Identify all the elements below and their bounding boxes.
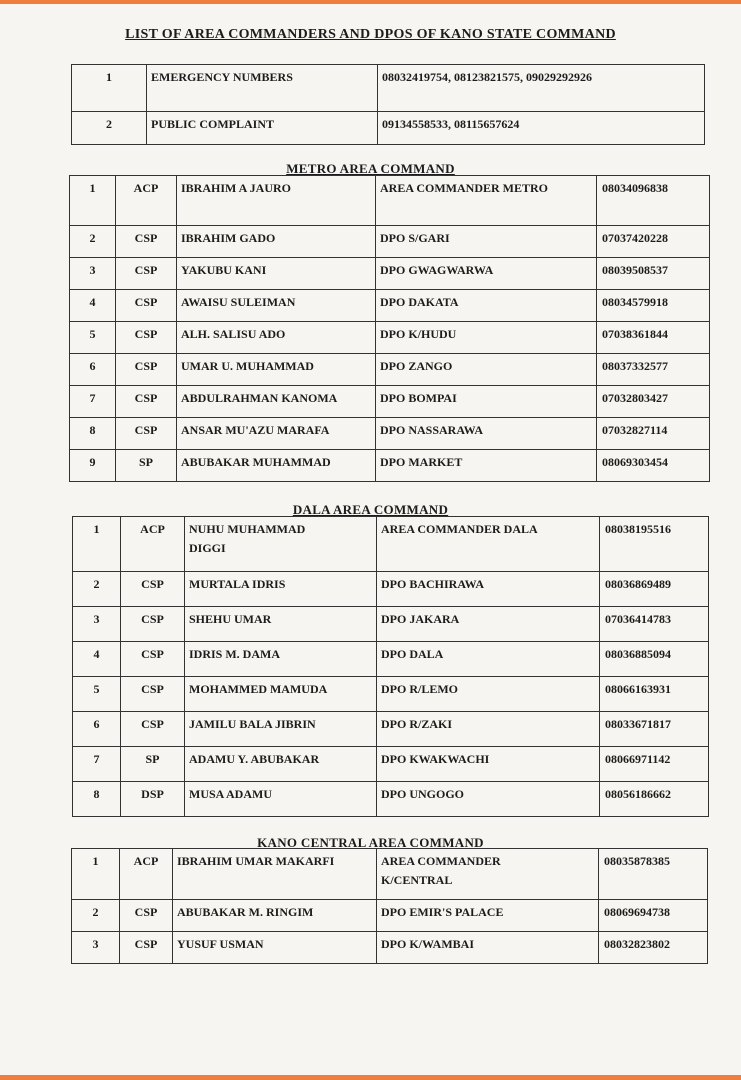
row-number: 2 <box>72 900 120 932</box>
phone-number: 07032803427 <box>597 386 710 418</box>
officer-name: MOHAMMED MAMUDA <box>185 677 377 712</box>
row-number: 7 <box>70 386 116 418</box>
row-number: 8 <box>73 782 121 817</box>
phone-number: 08069303454 <box>597 450 710 482</box>
row-number: 3 <box>73 607 121 642</box>
row-number: 2 <box>70 226 116 258</box>
rank: CSP <box>116 386 177 418</box>
post: DPO GWAGWARWA <box>376 258 597 290</box>
officer-name: ADAMU Y. ABUBAKAR <box>185 747 377 782</box>
officer-name: NUHU MUHAMMAD DIGGI <box>185 517 377 572</box>
phone-number: 08069694738 <box>599 900 708 932</box>
rank: CSP <box>121 607 185 642</box>
rank: CSP <box>116 418 177 450</box>
rank: CSP <box>116 226 177 258</box>
table-row <box>73 572 709 607</box>
contact-label: EMERGENCY NUMBERS <box>147 65 378 112</box>
table-row <box>72 112 705 145</box>
officer-name: ABUBAKAR MUHAMMAD <box>177 450 376 482</box>
row-number: 6 <box>73 712 121 747</box>
phone-number: 08034579918 <box>597 290 710 322</box>
rank: CSP <box>116 258 177 290</box>
table-row <box>70 322 710 354</box>
row-number: 4 <box>73 642 121 677</box>
table-row <box>70 226 710 258</box>
rank: CSP <box>120 900 173 932</box>
phone-number: 08036869489 <box>600 572 709 607</box>
officer-name: IBRAHIM GADO <box>177 226 376 258</box>
table-row <box>73 642 709 677</box>
rank: ACP <box>116 176 177 226</box>
row-number: 1 <box>73 517 121 572</box>
post: DPO MARKET <box>376 450 597 482</box>
contact-numbers: 09134558533, 08115657624 <box>378 112 705 145</box>
table-row <box>70 386 710 418</box>
row-number: 1 <box>72 65 147 112</box>
rank: CSP <box>121 712 185 747</box>
post: AREA COMMANDER K/CENTRAL <box>377 849 599 900</box>
officer-name: IDRIS M. DAMA <box>185 642 377 677</box>
rank: CSP <box>116 354 177 386</box>
table-row <box>72 65 705 112</box>
officer-name: ABDULRAHMAN KANOMA <box>177 386 376 418</box>
table-row <box>73 712 709 747</box>
phone-number: 08032823802 <box>599 932 708 964</box>
post: DPO DAKATA <box>376 290 597 322</box>
post: DPO K/WAMBAI <box>377 932 599 964</box>
phone-number: 08056186662 <box>600 782 709 817</box>
post: DPO K/HUDU <box>376 322 597 354</box>
phone-number: 08038195516 <box>600 517 709 572</box>
top-edge <box>0 0 741 4</box>
row-number: 5 <box>73 677 121 712</box>
table-row <box>73 607 709 642</box>
phone-number: 08037332577 <box>597 354 710 386</box>
row-number: 6 <box>70 354 116 386</box>
row-number: 4 <box>70 290 116 322</box>
rank: CSP <box>116 290 177 322</box>
post: DPO NASSARAWA <box>376 418 597 450</box>
phone-number: 07037420228 <box>597 226 710 258</box>
contact-numbers: 08032419754, 08123821575, 09029292926 <box>378 65 705 112</box>
page-title: LIST OF AREA COMMANDERS AND DPOS OF KANO STATE COMMAND <box>125 27 616 42</box>
rank: ACP <box>121 517 185 572</box>
contact-label: PUBLIC COMPLAINT <box>147 112 378 145</box>
row-number: 1 <box>70 176 116 226</box>
rank: SP <box>121 747 185 782</box>
metro-section-title: METRO AREA COMMAND <box>286 161 455 176</box>
rank: CSP <box>120 932 173 964</box>
table-row <box>72 900 708 932</box>
officer-name: JAMILU BALA JIBRIN <box>185 712 377 747</box>
post: DPO BACHIRAWA <box>377 572 600 607</box>
table-row <box>72 932 708 964</box>
row-number: 8 <box>70 418 116 450</box>
rank: CSP <box>121 677 185 712</box>
phone-number: 07032827114 <box>597 418 710 450</box>
officer-name: MUSA ADAMU <box>185 782 377 817</box>
row-number: 3 <box>72 932 120 964</box>
table-row <box>70 176 710 226</box>
officer-name: IBRAHIM A JAURO <box>177 176 376 226</box>
table-row <box>70 450 710 482</box>
phone-number: 08066971142 <box>600 747 709 782</box>
row-number: 5 <box>70 322 116 354</box>
post: DPO UNGOGO <box>377 782 600 817</box>
metro-command-table <box>69 175 710 482</box>
table-row <box>73 747 709 782</box>
rank: SP <box>116 450 177 482</box>
post: DPO S/GARI <box>376 226 597 258</box>
table-row <box>73 677 709 712</box>
post: DPO ZANGO <box>376 354 597 386</box>
officer-name: ABUBAKAR M. RINGIM <box>173 900 377 932</box>
officer-name: YAKUBU KANI <box>177 258 376 290</box>
post: AREA COMMANDER DALA <box>377 517 600 572</box>
row-number: 7 <box>73 747 121 782</box>
phone-number: 07036414783 <box>600 607 709 642</box>
table-row <box>70 418 710 450</box>
post: DPO DALA <box>377 642 600 677</box>
officer-name: SHEHU UMAR <box>185 607 377 642</box>
rank: CSP <box>121 642 185 677</box>
post: DPO JAKARA <box>377 607 600 642</box>
post: DPO EMIR'S PALACE <box>377 900 599 932</box>
officer-name: AWAISU SULEIMAN <box>177 290 376 322</box>
table-row <box>70 354 710 386</box>
table-row <box>73 782 709 817</box>
rank: ACP <box>120 849 173 900</box>
post: DPO R/ZAKI <box>377 712 600 747</box>
table-row <box>73 517 709 572</box>
rank: CSP <box>116 322 177 354</box>
row-number: 3 <box>70 258 116 290</box>
officer-name: UMAR U. MUHAMMAD <box>177 354 376 386</box>
post: AREA COMMANDER METRO <box>376 176 597 226</box>
officer-name: YUSUF USMAN <box>173 932 377 964</box>
post: DPO R/LEMO <box>377 677 600 712</box>
phone-number: 08033671817 <box>600 712 709 747</box>
table-row <box>70 258 710 290</box>
phone-number: 08066163931 <box>600 677 709 712</box>
bottom-edge <box>0 1075 741 1080</box>
row-number: 9 <box>70 450 116 482</box>
table-row <box>72 849 708 900</box>
rank: DSP <box>121 782 185 817</box>
phone-number: 07038361844 <box>597 322 710 354</box>
officer-name: ANSAR MU'AZU MARAFA <box>177 418 376 450</box>
dala-section-title: DALA AREA COMMAND <box>292 502 449 517</box>
dala-command-table <box>72 516 709 817</box>
rank: CSP <box>121 572 185 607</box>
central-command-table <box>71 848 708 964</box>
contact-numbers-table <box>71 64 705 145</box>
row-number: 1 <box>72 849 120 900</box>
phone-number: 08035878385 <box>599 849 708 900</box>
central-section-title: KANO CENTRAL AREA COMMAND <box>257 835 484 850</box>
table-row <box>70 290 710 322</box>
phone-number: 08036885094 <box>600 642 709 677</box>
phone-number: 08039508537 <box>597 258 710 290</box>
post: DPO KWAKWACHI <box>377 747 600 782</box>
phone-number: 08034096838 <box>597 176 710 226</box>
officer-name: ALH. SALISU ADO <box>177 322 376 354</box>
officer-name: MURTALA IDRIS <box>185 572 377 607</box>
row-number: 2 <box>72 112 147 145</box>
officer-name: IBRAHIM UMAR MAKARFI <box>173 849 377 900</box>
post: DPO BOMPAI <box>376 386 597 418</box>
row-number: 2 <box>73 572 121 607</box>
